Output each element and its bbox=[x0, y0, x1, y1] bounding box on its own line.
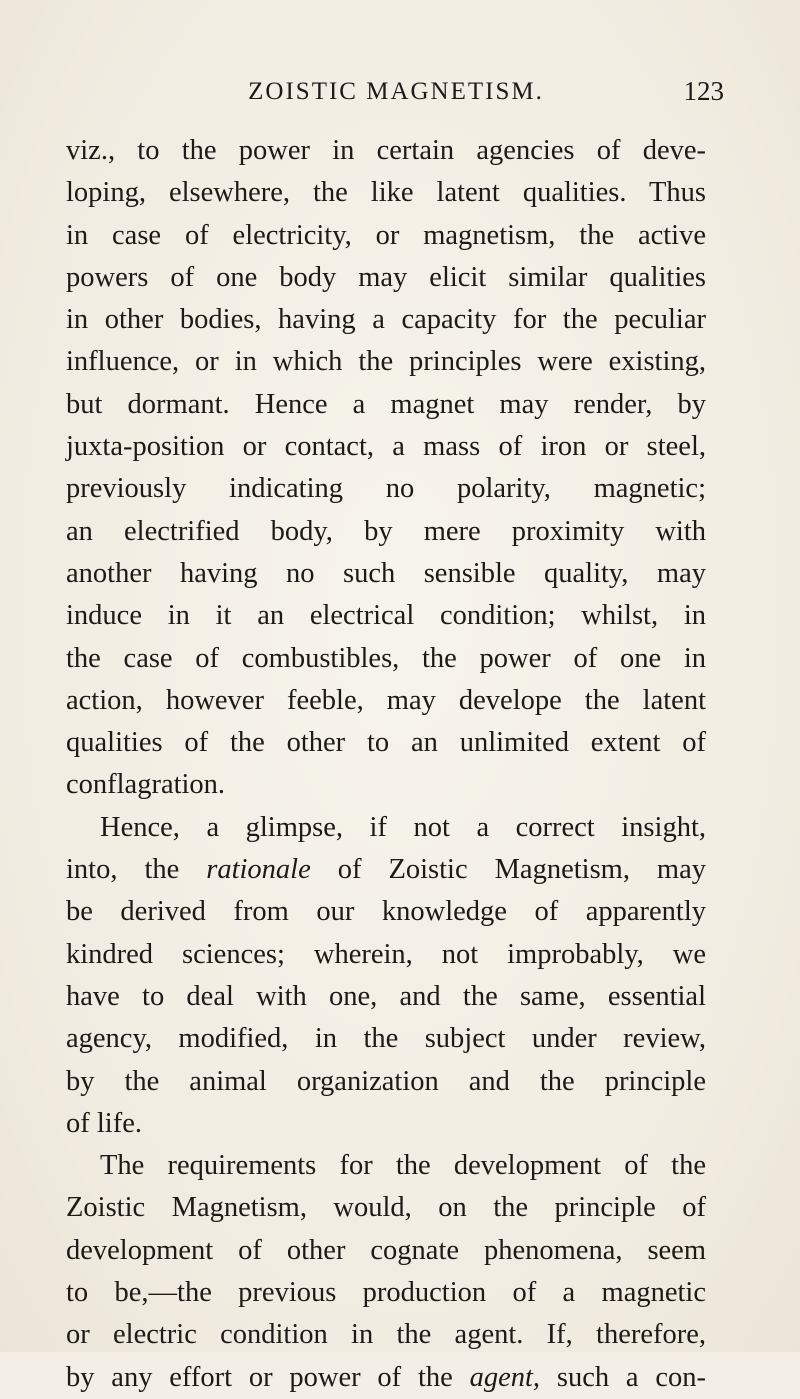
text-line bbox=[66, 1357, 706, 1399]
text-line: agency, modified, in the subject under review, bbox=[66, 1023, 706, 1055]
text-line: or electric condition in the agent. If, therefore, bbox=[66, 1319, 706, 1351]
paragraph-start-line: Hence, a glimpse, if not a correct insight, bbox=[100, 811, 706, 843]
text-line: by the animal organization and the principle bbox=[66, 1065, 706, 1097]
text-line: be derived from our knowledge of apparently bbox=[66, 896, 706, 928]
page-number: 123 bbox=[683, 76, 724, 106]
text-line: action, however feeble, may develope the latent bbox=[66, 684, 706, 716]
text-line: another having no such sensible quality, may bbox=[66, 557, 706, 589]
line-text: such a con- bbox=[540, 1361, 706, 1393]
text-line: conflagration. bbox=[66, 769, 226, 801]
text-line: Zoistic Magnetism, would, on the principle of bbox=[66, 1192, 706, 1224]
text-line: influence, or in which the principles were existing, bbox=[66, 346, 706, 378]
italic-word: agent, bbox=[469, 1361, 541, 1393]
italic-word: rationale bbox=[206, 854, 311, 886]
running-title: ZOISTIC MAGNETISM. bbox=[248, 78, 544, 105]
text-line: induce in it an electrical condition; whilst, in bbox=[66, 600, 706, 632]
text-line: but dormant. Hence a magnet may render, by bbox=[66, 388, 706, 420]
text-line: powers of one body may elicit similar qualities bbox=[66, 261, 706, 293]
text-line: the case of combustibles, the power of one in bbox=[66, 642, 706, 674]
text-line: viz., to the power in certain agencies of deve- bbox=[66, 135, 706, 166]
text-line: in other bodies, having a capacity for the peculiar bbox=[66, 304, 706, 336]
text-line: juxta-position or contact, a mass of iron or steel, bbox=[66, 431, 706, 463]
text-line: to be,—the previous production of a magnetic bbox=[66, 1277, 706, 1309]
body-text bbox=[66, 130, 706, 1399]
text-line: in case of electricity, or magnetism, the active bbox=[66, 219, 706, 251]
line-text: by any effort or power of the bbox=[66, 1361, 470, 1393]
paragraph-start-line: The requirements for the development of the bbox=[100, 1150, 706, 1182]
line-text: into, the bbox=[66, 854, 207, 886]
text-line: development of other cognate phenomena, seem bbox=[66, 1234, 706, 1266]
text-line: loping, elsewhere, the like latent qualities. Thus bbox=[66, 177, 706, 209]
text-line bbox=[66, 849, 706, 891]
text-line: qualities of the other to an unlimited extent of bbox=[66, 727, 706, 759]
page-header bbox=[68, 74, 724, 114]
line-text: of Zoistic Magnetism, may bbox=[310, 854, 707, 886]
text-line: an electrified body, by mere proximity with bbox=[66, 515, 706, 547]
text-line: of life. bbox=[66, 1107, 142, 1139]
text-line: kindred sciences; wherein, not improbably, we bbox=[66, 938, 706, 970]
text-line: previously indicating no polarity, magnetic; bbox=[66, 473, 706, 505]
text-line: have to deal with one, and the same, essential bbox=[66, 980, 706, 1012]
